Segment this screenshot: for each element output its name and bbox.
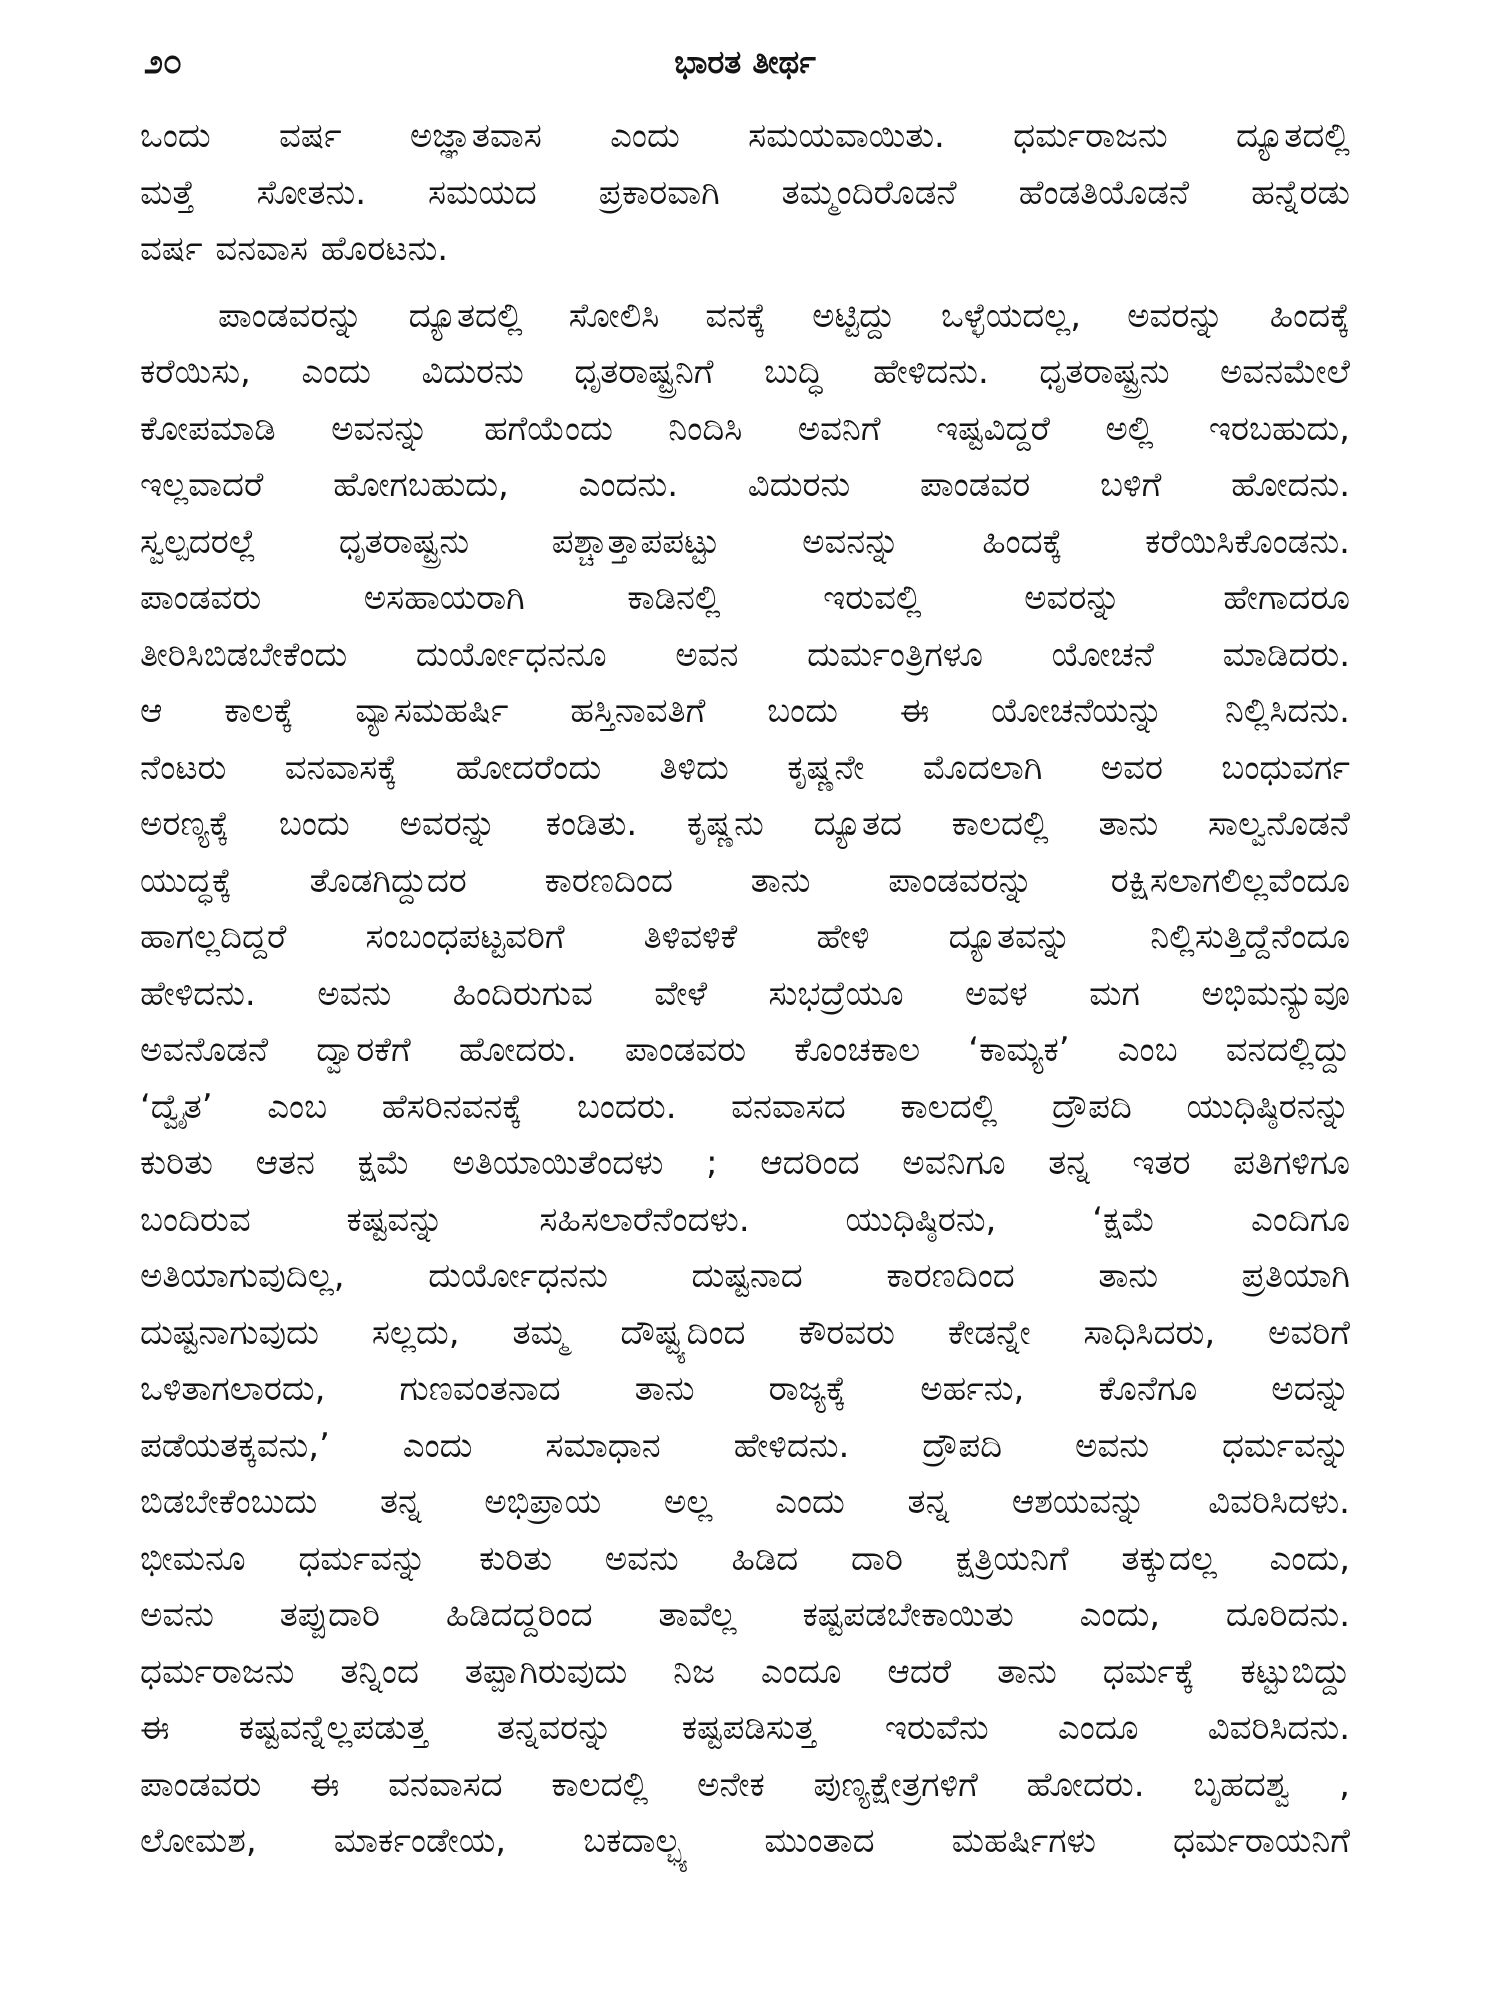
page-number: ೨೦ xyxy=(144,42,183,82)
text-line: ಸ್ವಲ್ಪದರಲ್ಲೆ ಧೃತರಾಷ್ಟ್ರನು ಪಶ್ಚಾತ್ತಾಪಪಟ್ಟು ಅವನನ್ನು ಹಿಂದಕ್ಕೆ ಕರೆಯಿಸಿಕೊಂಡನು. xyxy=(140,521,1350,562)
text-line: ಕರೆಯಿಸು, ಎಂದು ವಿದುರನು ಧೃತರಾಷ್ಟ್ರನಿಗೆ ಬುದ್ಧಿ ಹೇಳಿದನು. ಧೃತರಾಷ್ಟ್ರನು ಅವನಮೇಲೆ xyxy=(140,352,1350,392)
text-line: ‘ದ್ವೈತ’ ಎಂಬ ಹೆಸರಿನವನಕ್ಕೆ ಬಂದರು. ವನವಾಸದ ಕಾಲದಲ್ಲಿ ದ್ರೌಪದಿ ಯುಧಿಷ್ಠಿರನನ್ನು xyxy=(140,1086,1350,1127)
text-line: ತೀರಿಸಿಬಿಡಬೇಕೆಂದು ದುರ್ಯೋಧನನೂ ಅವನ ದುರ್ಮಂತ್ರಿಗಳೂ ಯೋಚನೆ ಮಾಡಿದರು. xyxy=(140,634,1350,675)
paragraph-1 xyxy=(140,108,1350,278)
text-line: ಪಾಂಡವರು ಈ ವನವಾಸದ ಕಾಲದಲ್ಲಿ ಅನೇಕ ಪುಣ್ಯಕ್ಷೇತ್ರಗಳಿಗೆ ಹೋದರು. ಬೃಹದಶ್ವ , xyxy=(140,1764,1350,1805)
running-header xyxy=(140,38,1350,86)
book-title: ಭಾರತ ತೀರ್ಥ xyxy=(674,43,816,81)
text-line: ಹೇಳಿದನು. ಅವನು ಹಿಂದಿರುಗುವ ವೇಳೆ ಸುಭದ್ರೆಯೂ ಅವಳ ಮಗ ಅಭಿಮನ್ಯುವೂ xyxy=(140,973,1350,1014)
text-line: ಅತಿಯಾಗುವುದಿಲ್ಲ, ದುರ್ಯೋಧನನು ದುಷ್ಟನಾದ ಕಾರಣದಿಂದ ತಾನು ಪ್ರತಿಯಾಗಿ xyxy=(140,1256,1350,1296)
text-line: ನೆಂಟರು ವನವಾಸಕ್ಕೆ ಹೋದರೆಂದು ತಿಳಿದು ಕೃಷ್ಣನೇ ಮೊದಲಾಗಿ ಅವರ ಬಂಧುವರ್ಗ xyxy=(140,747,1350,788)
text-line: ಆ ಕಾಲಕ್ಕೆ ವ್ಯಾಸಮಹರ್ಷಿ ಹಸ್ತಿನಾವತಿಗೆ ಬಂದು ಈ ಯೋಚನೆಯನ್ನು ನಿಲ್ಲಿಸಿದನು. xyxy=(140,691,1350,731)
text-line: ಅರಣ್ಯಕ್ಕೆ ಬಂದು ಅವರನ್ನು ಕಂಡಿತು. ಕೃಷ್ಣನು ದ್ಯೂತದ ಕಾಲದಲ್ಲಿ ತಾನು ಸಾಲ್ವನೊಡನೆ xyxy=(140,804,1350,844)
text-line: ಒಂದು ವರ್ಷ ಅಜ್ಞಾತವಾಸ ಎಂದು ಸಮಯವಾಯಿತು. ಧರ್ಮರಾಜನು ದ್ಯೂತದಲ್ಲಿ xyxy=(140,116,1350,156)
text-line: ಅವನೊಡನೆ ದ್ವಾರಕೆಗೆ ಹೋದರು. ಪಾಂಡವರು ಕೊಂಚಕಾಲ ‘ಕಾಮ್ಯಕ’ ಎಂಬ ವನದಲ್ಲಿದ್ದು xyxy=(140,1030,1350,1070)
text-line: ಭೀಮನೂ ಧರ್ಮವನ್ನು ಕುರಿತು ಅವನು ಹಿಡಿದ ದಾರಿ ಕ್ಷತ್ರಿಯನಿಗೆ ತಕ್ಕುದಲ್ಲ ಎಂದು, xyxy=(140,1538,1350,1579)
text-line: ಪಾಂಡವರನ್ನು ದ್ಯೂತದಲ್ಲಿ ಸೋಲಿಸಿ ವನಕ್ಕೆ ಅಟ್ಟಿದ್ದು ಒಳ್ಳೆಯದಲ್ಲ, ಅವರನ್ನು ಹಿಂದಕ್ಕೆ xyxy=(218,295,1350,336)
text-line: ಕುರಿತು ಆತನ ಕ್ಷಮೆ ಅತಿಯಾಯಿತೆಂದಳು ; ಆದರಿಂದ ಅವನಿಗೂ ತನ್ನ ಇತರ ಪತಿಗಳಿಗೂ xyxy=(140,1143,1350,1183)
text-line: ಧರ್ಮರಾಜನು ತನ್ನಿಂದ ತಪ್ಪಾಗಿರುವುದು ನಿಜ ಎಂದೂ ಆದರೆ ತಾನು ಧರ್ಮಕ್ಕೆ ಕಟ್ಟುಬಿದ್ದು xyxy=(140,1651,1350,1692)
text-line: ಬಿಡಬೇಕೆಂಬುದು ತನ್ನ ಅಭಿಪ್ರಾಯ ಅಲ್ಲ ಎಂದು ತನ್ನ ಆಶಯವನ್ನು ವಿವರಿಸಿದಳು. xyxy=(140,1482,1350,1522)
text-line: ಲೋಮಶ, ಮಾರ್ಕಂಡೇಯ, ಬಕದಾಲ್ಭ್ಯ ಮುಂತಾದ ಮಹರ್ಷಿಗಳು ಧರ್ಮರಾಯನಿಗೆ xyxy=(140,1821,1350,1861)
text-line: ಯುದ್ಧಕ್ಕೆ ತೊಡಗಿದ್ದುದರ ಕಾರಣದಿಂದ ತಾನು ಪಾಂಡವರನ್ನು ರಕ್ಷಿಸಲಾಗಲಿಲ್ಲವೆಂದೂ xyxy=(140,860,1350,901)
text-line: ಇಲ್ಲವಾದರೆ ಹೋಗಬಹುದು, ಎಂದನು. ವಿದುರನು ಪಾಂಡವರ ಬಳಿಗೆ ಹೋದನು. xyxy=(140,465,1350,505)
text-line: ಹಾಗಲ್ಲದಿದ್ದರೆ ಸಂಬಂಧಪಟ್ಟವರಿಗೆ ತಿಳಿವಳಿಕೆ ಹೇಳಿ ದ್ಯೂತವನ್ನು ನಿಲ್ಲಿಸುತ್ತಿದ್ದೆನೆಂದೂ xyxy=(140,917,1350,957)
paragraph-2 xyxy=(140,288,1350,1870)
text-line: ಪಾಂಡವರು ಅಸಹಾಯರಾಗಿ ಕಾಡಿನಲ್ಲಿ ಇರುವಲ್ಲಿ ಅವರನ್ನು ಹೇಗಾದರೂ xyxy=(140,578,1350,618)
text-line: ಕೋಪಮಾಡಿ ಅವನನ್ನು ಹಗೆಯೆಂದು ನಿಂದಿಸಿ ಅವನಿಗೆ ಇಷ್ಟವಿದ್ದರೆ ಅಲ್ಲಿ ಇರಬಹುದು, xyxy=(140,408,1350,449)
text-line: ಈ ಕಷ್ಟವನ್ನೆಲ್ಲಪಡುತ್ತ ತನ್ನವರನ್ನು ಕಷ್ಟಪಡಿಸುತ್ತ ಇರುವೆನು ಎಂದೂ ವಿವರಿಸಿದನು. xyxy=(140,1708,1350,1748)
text-line: ಬಂದಿರುವ ಕಷ್ಟವನ್ನು ಸಹಿಸಲಾರೆನೆಂದಳು. ಯುಧಿಷ್ಠಿರನು, ‘ಕ್ಷಮೆ ಎಂದಿಗೂ xyxy=(140,1199,1350,1240)
text-line: ಪಡೆಯತಕ್ಕವನು,’ ಎಂದು ಸಮಾಧಾನ ಹೇಳಿದನು. ದ್ರೌಪದಿ ಅವನು ಧರ್ಮವನ್ನು xyxy=(140,1425,1350,1466)
text-line: ವರ್ಷ ವನವಾಸ ಹೊರಟನು. xyxy=(140,229,449,269)
text-line: ಅವನು ತಪ್ಪುದಾರಿ ಹಿಡಿದದ್ದರಿಂದ ತಾವೆಲ್ಲ ಕಷ್ಟಪಡಬೇಕಾಯಿತು ಎಂದು, ದೂರಿದನು. xyxy=(140,1595,1350,1635)
text-line: ಮತ್ತೆ ಸೋತನು. ಸಮಯದ ಪ್ರಕಾರವಾಗಿ ತಮ್ಮಂದಿರೊಡನೆ ಹೆಂಡತಿಯೊಡನೆ ಹನ್ನೆರಡು xyxy=(140,172,1350,213)
text-line: ಒಳಿತಾಗಲಾರದು, ಗುಣವಂತನಾದ ತಾನು ರಾಜ್ಯಕ್ಕೆ ಅರ್ಹನು, ಕೊನೆಗೂ ಅದನ್ನು xyxy=(140,1369,1350,1409)
body-text xyxy=(140,108,1350,1870)
text-line: ದುಷ್ಟನಾಗುವುದು ಸಲ್ಲದು, ತಮ್ಮ ದೌಷ್ಟ್ಯದಿಂದ ಕೌರವರು ಕೇಡನ್ನೇ ಸಾಧಿಸಿದರು, ಅವರಿಗೆ xyxy=(140,1312,1350,1353)
